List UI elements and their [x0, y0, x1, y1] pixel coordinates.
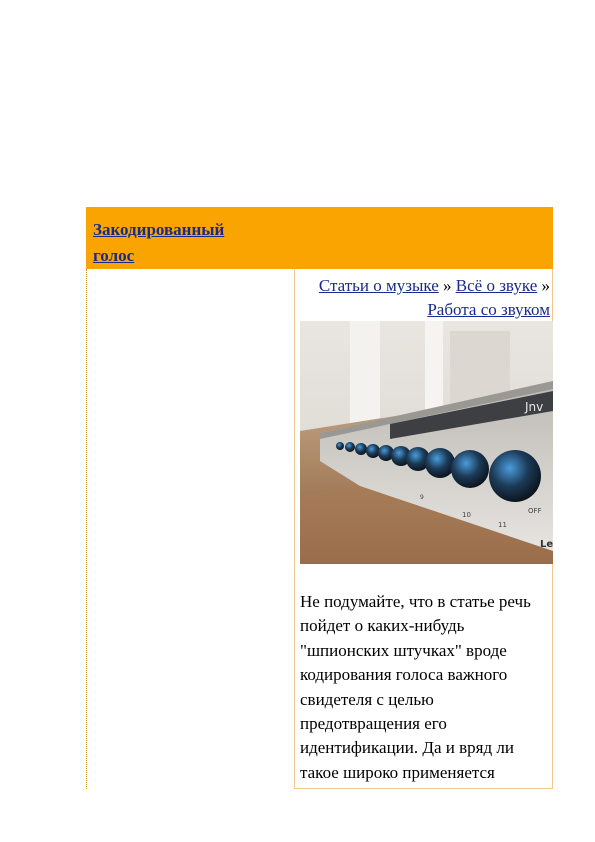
breadcrumb-link-music-articles[interactable]: Статьи о музыке — [318, 276, 439, 295]
photo-label: Le — [540, 539, 553, 550]
breadcrumb — [300, 274, 550, 322]
photo-label: 11 — [498, 521, 507, 529]
photo-label: 10 — [462, 511, 471, 519]
article-photo — [300, 321, 553, 564]
photo-label: OFF — [528, 507, 542, 515]
left-column-border — [86, 269, 87, 789]
photo-label: 9 — [420, 494, 424, 501]
photo-label: Jnv — [525, 400, 544, 414]
breadcrumb-separator: » — [438, 276, 456, 295]
article-body-text: Не подумайте, что в статье речь пойдет о каких-нибудь "шпионских штучках" вроде кодирования голоса важного свидетеля с целью предотвращения его идентификации. Да и вряд ли такое широко применяется — [300, 592, 531, 782]
breadcrumb-link-sound-work[interactable]: Работа со звуком — [427, 300, 550, 319]
breadcrumb-link-all-about-sound[interactable]: Всё о звуке — [455, 276, 538, 295]
article-title-link[interactable]: Закодированный голос — [93, 220, 225, 265]
breadcrumb-separator: » — [537, 276, 550, 295]
